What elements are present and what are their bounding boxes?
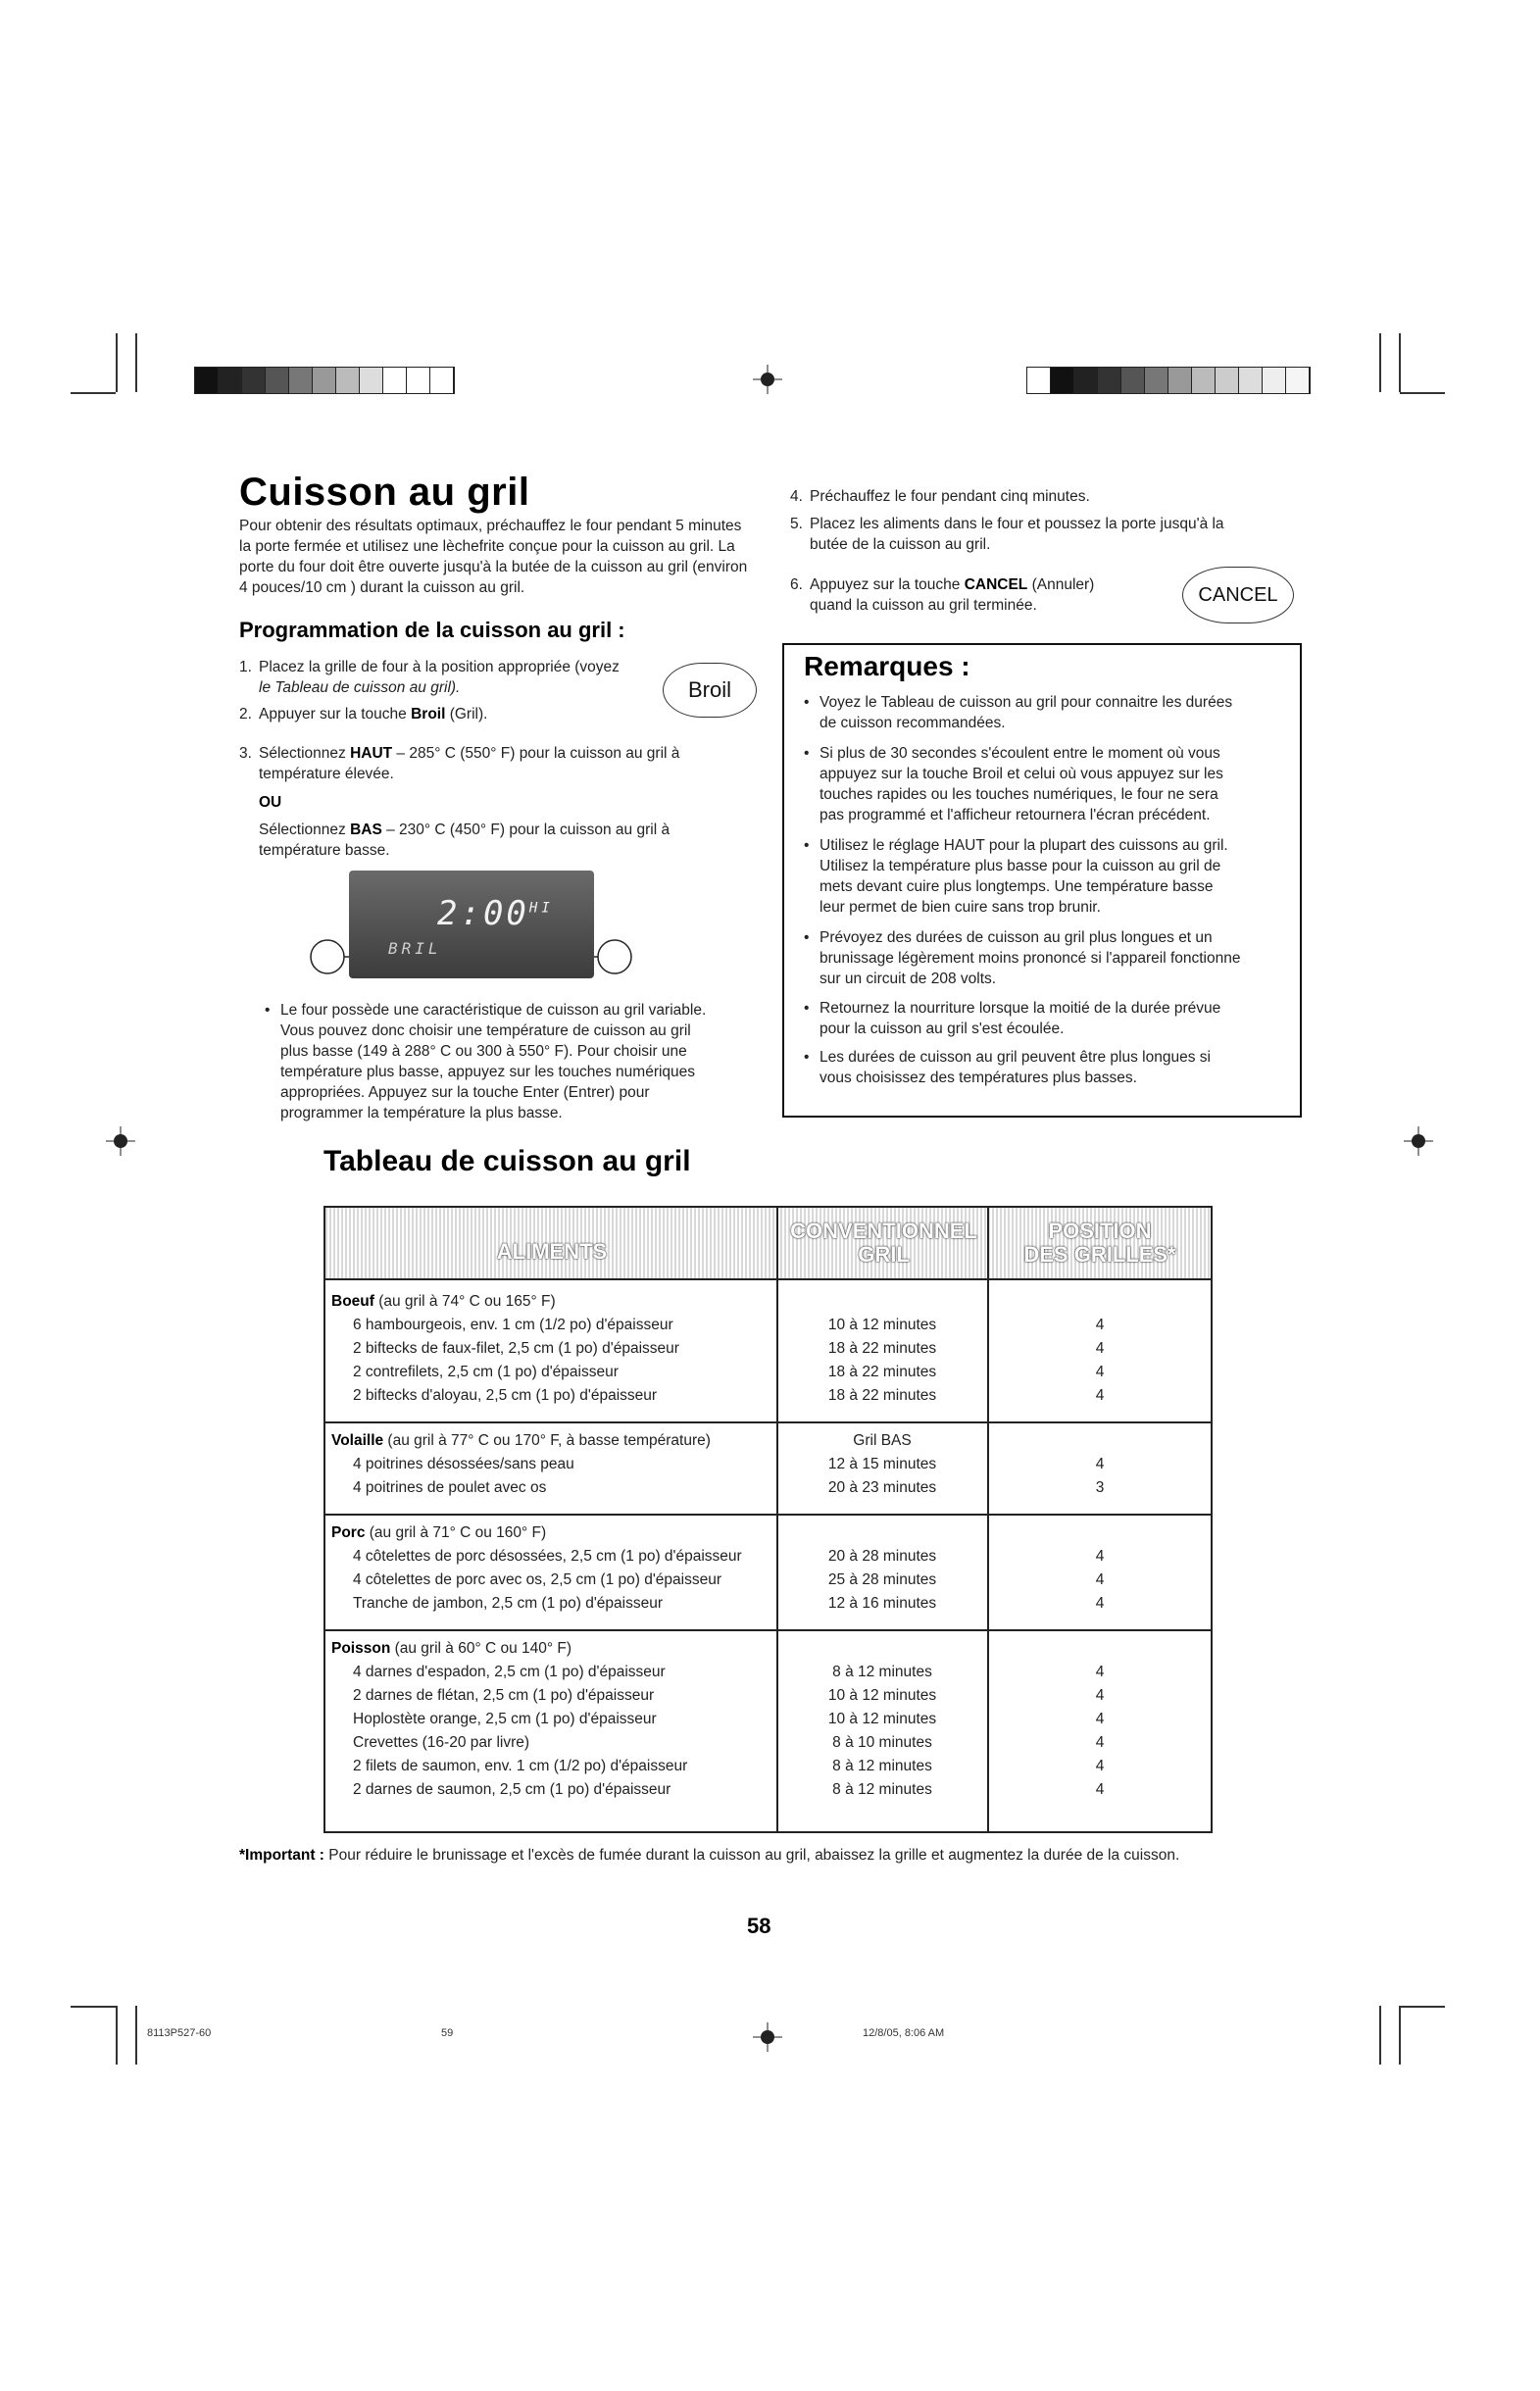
programming-heading: Programmation de la cuisson au gril : [239, 618, 625, 642]
broil-time: 18 à 22 minutes [827, 1387, 937, 1404]
rack-position: 4 [1095, 1456, 1105, 1472]
crop-mark [116, 2006, 118, 2065]
category-label: Boeuf (au gril à 74° C ou 165° F) [331, 1293, 556, 1310]
display-time: $2:00^{HI}$ [437, 894, 554, 933]
broil-time: 10 à 12 minutes [827, 1317, 937, 1333]
food-item: 2 darnes de flétan, 2,5 cm (1 po) d'épaisseur [353, 1687, 655, 1704]
food-item: 2 contrefilets, 2,5 cm (1 po) d'épaisseur [353, 1364, 619, 1380]
crop-mark [71, 392, 116, 394]
category-label: Porc (au gril à 71° C ou 160° F) [331, 1524, 547, 1541]
important-note: *Important : Pour réduire le brunissage et l'excès de fumée durant la cuisson au gril, abaissez la grille et augmentez la durée de la cuisson. [239, 1847, 1180, 1864]
broil-table [323, 1206, 1213, 1833]
broil-time: 18 à 22 minutes [827, 1340, 937, 1357]
broil-time: 10 à 12 minutes [827, 1711, 937, 1727]
registration-target-icon [106, 1126, 135, 1156]
food-item: 4 poitrines de poulet avec os [353, 1479, 547, 1496]
broil-time: 12 à 16 minutes [827, 1595, 937, 1612]
crop-mark [1399, 2006, 1401, 2065]
food-item: 4 poitrines désossées/sans peau [353, 1456, 574, 1472]
crop-mark [116, 333, 118, 392]
crop-mark [1399, 333, 1401, 392]
rack-position: 4 [1095, 1687, 1105, 1704]
rack-position: 3 [1095, 1479, 1105, 1496]
food-item: 2 biftecks d'aloyau, 2,5 cm (1 po) d'épaisseur [353, 1387, 658, 1404]
food-item: 6 hambourgeois, env. 1 cm (1/2 po) d'épaisseur [353, 1317, 673, 1333]
broil-time: 20 à 23 minutes [827, 1479, 937, 1496]
remark-item: • Les durées de cuisson au gril peuvent être plus longues si vous choisissez des températures plus basses. [804, 1049, 1211, 1086]
rack-position: 4 [1095, 1664, 1105, 1680]
table-title: Tableau de cuisson au gril [323, 1145, 691, 1177]
display-mode: BRIL [388, 939, 442, 958]
broil-time: 8 à 12 minutes [832, 1758, 932, 1774]
registration-target-icon [753, 2022, 782, 2052]
rack-position: 4 [1095, 1781, 1105, 1798]
header-conventionnel: CONVENTIONNEL GRIL [790, 1219, 977, 1267]
rack-position: 4 [1095, 1317, 1105, 1333]
crop-mark [135, 2006, 137, 2065]
food-item: Hoplostète orange, 2,5 cm (1 po) d'épaisseur [353, 1711, 657, 1727]
crop-mark [1379, 2006, 1381, 2065]
food-item: 4 côtelettes de porc avec os, 2,5 cm (1 po) d'épaisseur [353, 1571, 722, 1588]
footer-date: 12/8/05, 8:06 AM [863, 2027, 945, 2039]
remark-item: • Si plus de 30 secondes s'écoulent entre le moment où vous appuyez sur la touche Broil et celui où vous appuyez sur les touches rapides ou les touches numériques, le four ne sera pas programmé et l'afficheur retournera l'écran précédent. [804, 745, 1223, 823]
rack-position: 4 [1095, 1595, 1105, 1612]
broil-time: 8 à 12 minutes [832, 1664, 932, 1680]
column-divider [776, 1208, 778, 1831]
step-2: 2. Appuyer sur la touche Broil (Gril). [239, 706, 488, 722]
crop-mark [71, 2006, 116, 2008]
rack-position: 4 [1095, 1340, 1105, 1357]
rack-position: 4 [1095, 1734, 1105, 1751]
broil-key-icon: Broil [663, 663, 757, 718]
food-item: Tranche de jambon, 2,5 cm (1 po) d'épaisseur [353, 1595, 663, 1612]
remark-item: • Voyez le Tableau de cuisson au gril pour connaitre les durées de cuisson recommandées. [804, 694, 1233, 731]
color-registration-bars-left [194, 367, 455, 394]
broil-time: 12 à 15 minutes [827, 1456, 937, 1472]
cancel-key-icon: CANCEL [1182, 567, 1294, 623]
food-item: 2 filets de saumon, env. 1 cm (1/2 po) d'épaisseur [353, 1758, 688, 1774]
broil-time: Gril BAS [853, 1432, 912, 1449]
rack-position: 4 [1095, 1548, 1105, 1565]
broil-time: 8 à 12 minutes [832, 1781, 932, 1798]
broil-time: 20 à 28 minutes [827, 1548, 937, 1565]
broil-time: 10 à 12 minutes [827, 1687, 937, 1704]
food-item: 4 côtelettes de porc désossées, 2,5 cm (1 po) d'épaisseur [353, 1548, 742, 1565]
oven-display-panel [349, 871, 594, 978]
remarks-heading: Remarques : [804, 651, 970, 681]
remark-item: • Utilisez le réglage HAUT pour la plupart des cuissons au gril. Utilisez la température plus basse pour la cuisson au gril de mets devant cuire plus longtemps. Une température basse leur permet de bien cuire sans trop brunir. [804, 837, 1228, 916]
rack-position: 4 [1095, 1711, 1105, 1727]
broil-time: 18 à 22 minutes [827, 1364, 937, 1380]
remarks-box [782, 643, 1302, 1118]
color-registration-bars-right [1026, 367, 1311, 394]
step-5: 5. Placez les aliments dans le four et poussez la porte jusqu'à la butée de la cuisson au gril. [790, 516, 1224, 553]
low-setting-text: Sélectionnez BAS – 230° C (450° F) pour la cuisson au gril à température basse. [259, 822, 671, 859]
intro-paragraph: Pour obtenir des résultats optimaux, préchauffez le four pendant 5 minutes la porte fermée et utilisez une lèchefrite conçue pour la cuisson au gril. La porte du four doit être ouverte jusqu'à la butée de la cuisson au gril (environ 4 pouces/10 cm ) durant la cuisson au gril. [239, 518, 748, 596]
rack-position: 4 [1095, 1758, 1105, 1774]
broil-time: 8 à 10 minutes [832, 1734, 932, 1751]
food-item: 4 darnes d'espadon, 2,5 cm (1 po) d'épaisseur [353, 1664, 666, 1680]
registration-target-icon [753, 365, 782, 394]
step-1: 1. Placez la grille de four à la position appropriée (voyez le Tableau de cuisson au gril). [239, 659, 620, 696]
food-item: 2 darnes de saumon, 2,5 cm (1 po) d'épaisseur [353, 1781, 671, 1798]
food-item: Crevettes (16-20 par livre) [353, 1734, 530, 1751]
row-divider [325, 1421, 1211, 1423]
row-divider [325, 1514, 1211, 1516]
crop-mark [135, 333, 137, 392]
page-title: Cuisson au gril [239, 471, 530, 514]
step-6: 6. Appuyez sur la touche CANCEL (Annuler) quand la cuisson au gril terminée. [790, 576, 1095, 614]
step-3: 3. Sélectionnez HAUT – 285° C (550° F) pour la cuisson au gril à température élevée. [239, 745, 680, 782]
rack-position: 4 [1095, 1364, 1105, 1380]
remark-item: • Prévoyez des durées de cuisson au gril plus longues et un brunissage légèrement moins prononcé si l'appareil fonctionne sur un circuit de 208 volts. [804, 929, 1241, 987]
food-item: 2 biftecks de faux-filet, 2,5 cm (1 po) d'épaisseur [353, 1340, 679, 1357]
crop-mark [1400, 392, 1445, 394]
footer-code: 8113P527-60 [147, 2027, 212, 2039]
row-divider [325, 1629, 1211, 1631]
header-aliments: ALIMENTS [496, 1239, 608, 1264]
crop-mark [1379, 333, 1381, 392]
rack-position: 4 [1095, 1571, 1105, 1588]
or-label: OU [259, 794, 282, 811]
rack-position: 4 [1095, 1387, 1105, 1404]
crop-mark [1400, 2006, 1445, 2008]
broil-time: 25 à 28 minutes [827, 1571, 937, 1588]
registration-target-icon [1404, 1126, 1433, 1156]
page-number: 58 [747, 1914, 771, 1938]
header-position: POSITION DES GRILLES* [1023, 1219, 1176, 1267]
variable-broil-note: • Le four possède une caractéristique de cuisson au gril variable. Vous pouvez donc choisir une température de cuisson au gril plus basse (149 à 288° C ou 300 à 550° F). Pour choisir une température plus basse, appuyez sur les touches numériques appropriées. Appuyez sur la touche Enter (Entrer) pour programmer la température la plus basse. [265, 1002, 707, 1121]
column-divider [987, 1208, 989, 1831]
remark-item: • Retournez la nourriture lorsque la moitié de la durée prévue pour la cuisson au gril s'est écoulée. [804, 1000, 1221, 1037]
category-label: Volaille (au gril à 77° C ou 170° F, à basse température) [331, 1432, 711, 1449]
footer-page: 59 [441, 2027, 454, 2039]
step-4: 4. Préchauffez le four pendant cinq minutes. [790, 488, 1090, 505]
category-label: Poisson (au gril à 60° C ou 140° F) [331, 1640, 572, 1657]
